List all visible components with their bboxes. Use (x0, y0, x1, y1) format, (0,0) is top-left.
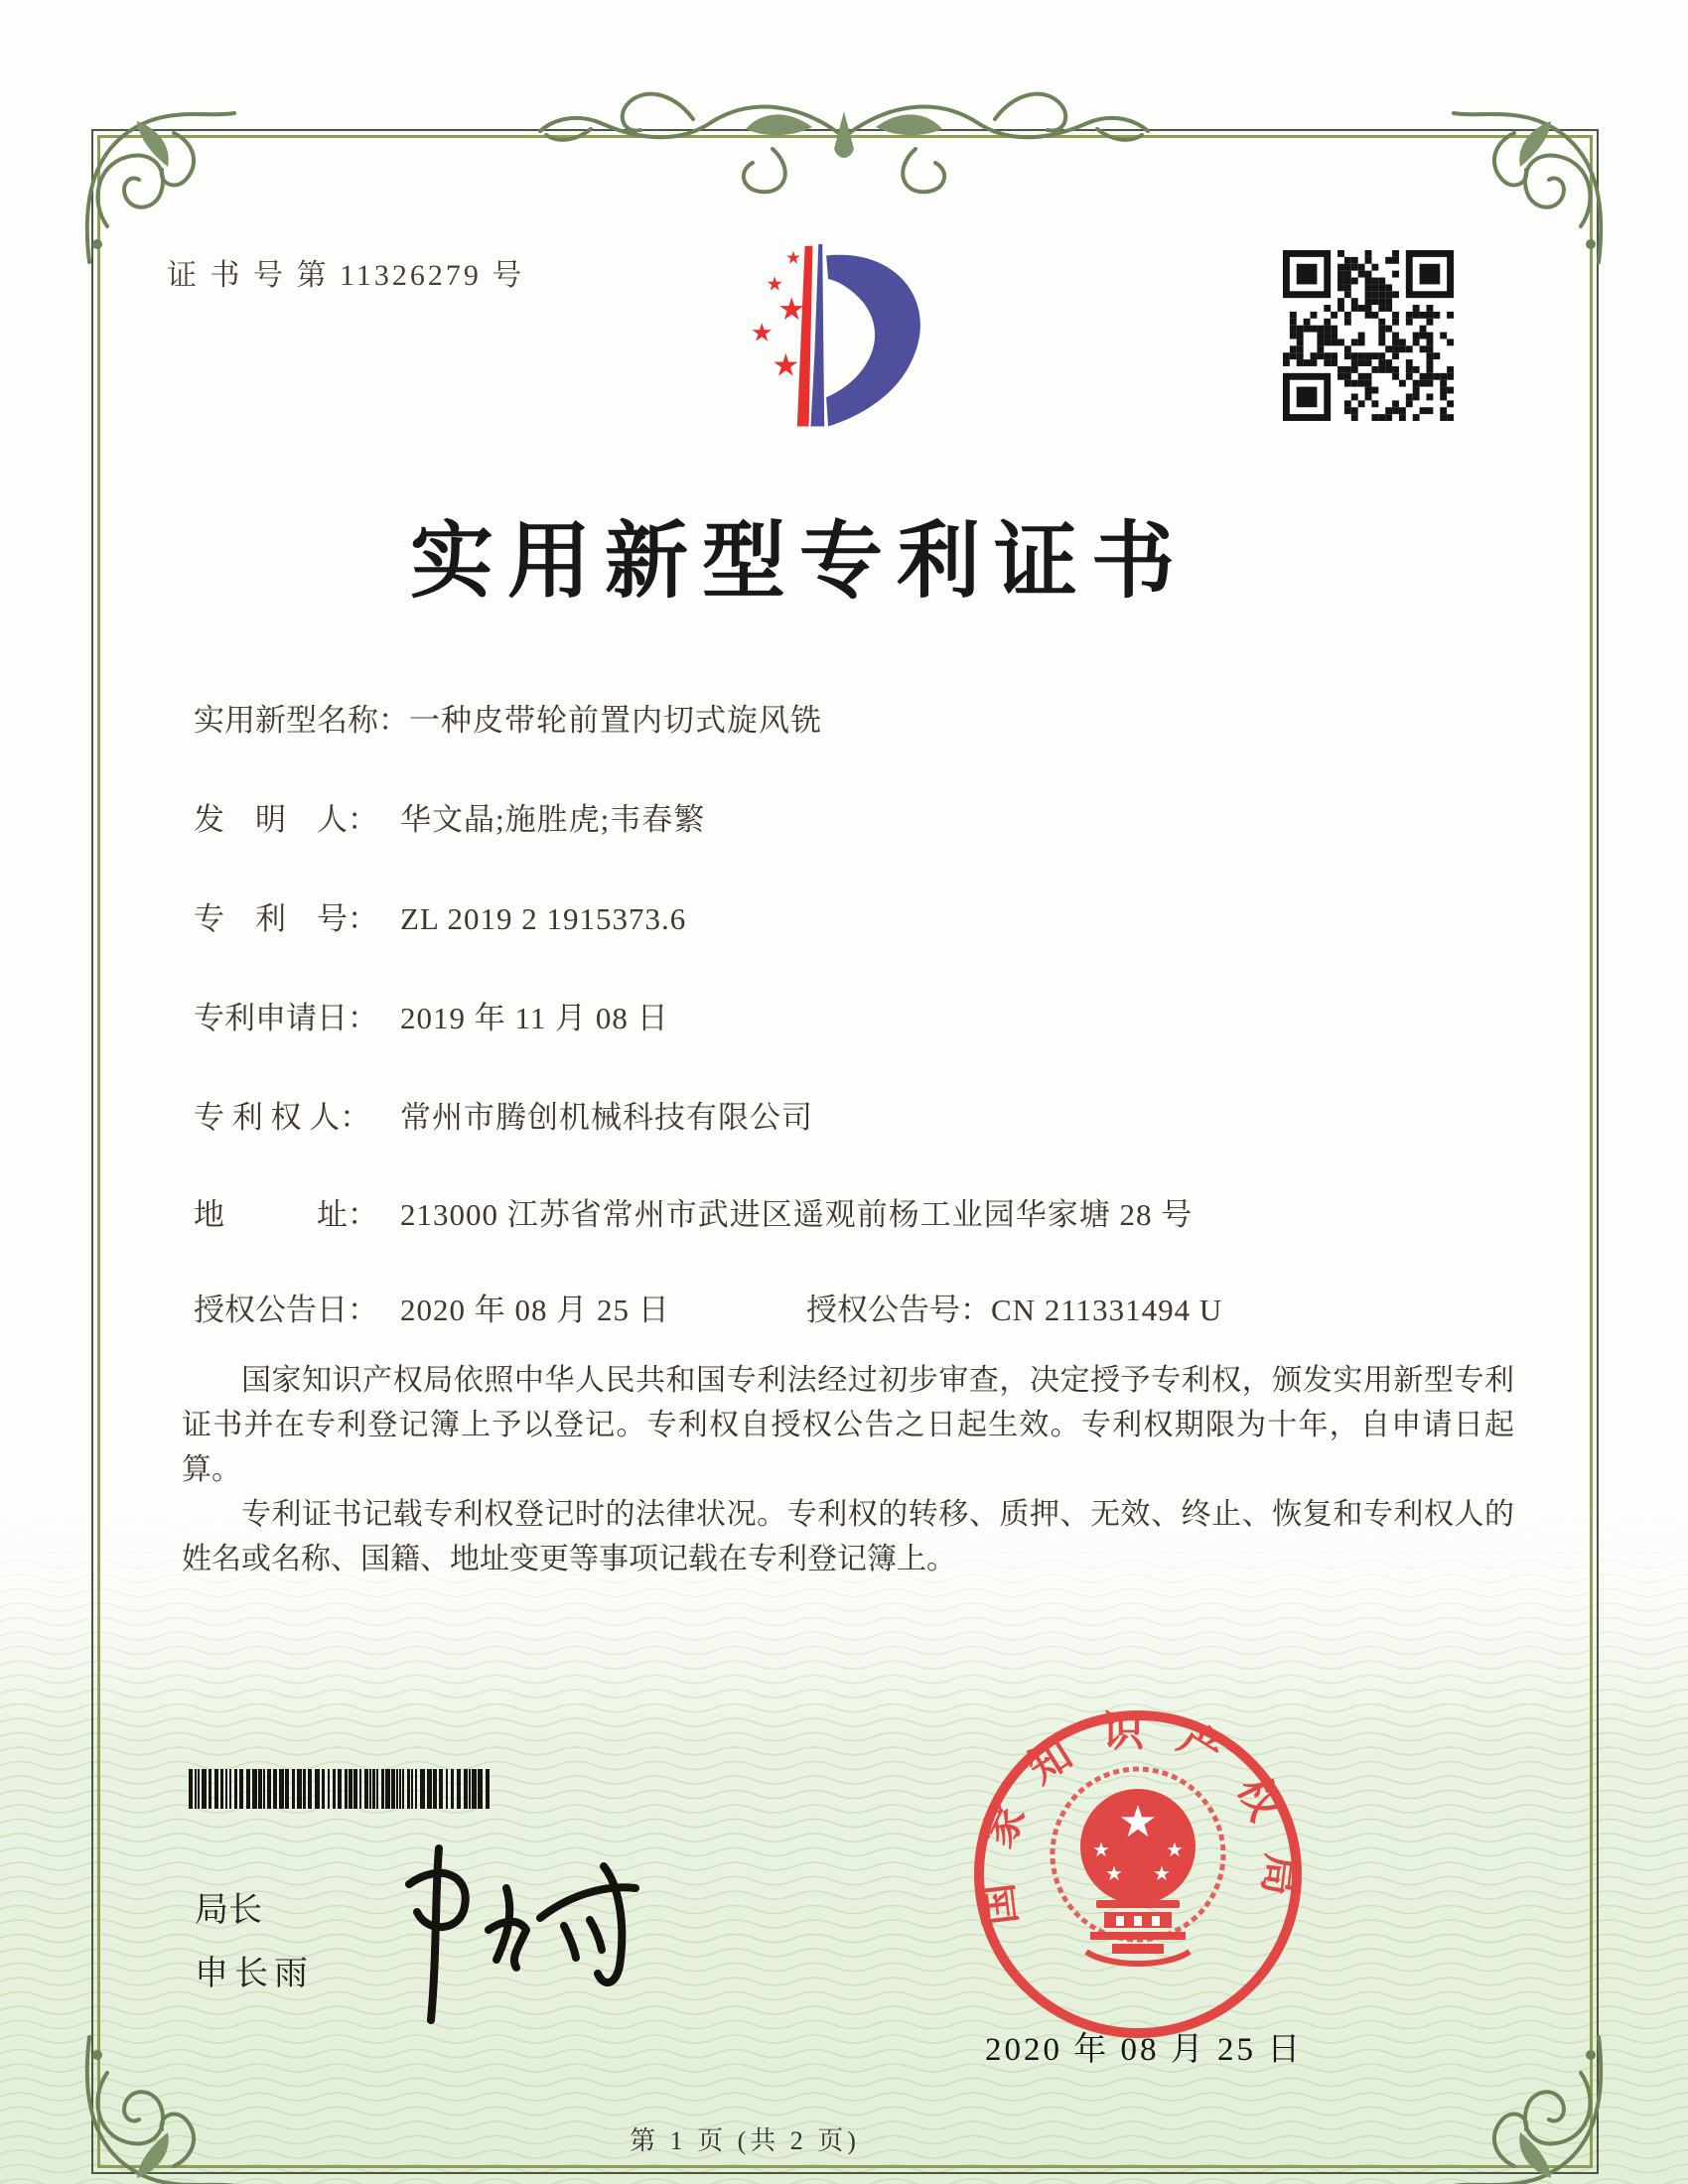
field-value: CN 211331494 U (991, 1293, 1223, 1327)
svg-text:★: ★ (1105, 1861, 1123, 1885)
commissioner-title: 局长 (195, 1892, 262, 1929)
field-value: 华文晶;施胜虎;韦春繁 (400, 802, 706, 837)
field-label: 发 明 人： (194, 802, 378, 837)
field-value: 2020 年 08 月 25 日 (400, 1293, 670, 1327)
qr-code (1283, 250, 1454, 421)
svg-text:★: ★ (772, 347, 800, 384)
field-value: 213000 江苏省常州市武进区遥观前杨工业园华家塘 28 号 (400, 1197, 1194, 1232)
field-utility-model-name (194, 695, 822, 740)
field-inventors (194, 794, 705, 839)
barcode (189, 1769, 496, 1809)
field-label: 地 址： (194, 1197, 378, 1232)
official-seal (969, 1706, 1307, 2043)
field-value: 一种皮带轮前置内切式旋风铣 (409, 703, 822, 738)
certificate-number: 证 书 号 第 11326279 号 (167, 259, 525, 292)
seal-date: 2020 年 08 月 25 日 (985, 2032, 1304, 2068)
svg-text:★: ★ (750, 317, 774, 347)
field-patentee (194, 1092, 813, 1137)
svg-text:★: ★ (785, 248, 801, 269)
commissioner-signature (369, 1827, 657, 2045)
commissioner-name: 申长雨 (195, 1956, 314, 1992)
field-value: 常州市腾创机械科技有限公司 (400, 1100, 813, 1135)
svg-text:★: ★ (1092, 1838, 1110, 1861)
field-patent-number (194, 893, 686, 938)
svg-text:★: ★ (766, 272, 784, 296)
svg-text:★: ★ (1166, 1838, 1184, 1861)
field-grant-announcement (194, 1285, 1223, 1329)
field-label: 专 利 号： (194, 901, 378, 936)
field-filing-date (194, 993, 669, 1037)
svg-text:★: ★ (1118, 1797, 1158, 1847)
svg-text:★: ★ (1153, 1861, 1171, 1885)
field-label: 授权公告日： (194, 1293, 378, 1327)
legal-paragraph-1: 国家知识产权局依照中华人民共和国专利法经过初步审查，决定授予专利权，颁发实用新型专利证书并在专利登记簿上予以登记。专利权自授权公告之日起生效。专利权期限为十年，自申请日起算。 (182, 1364, 1514, 1486)
field-grant-number (806, 1285, 1222, 1329)
page-number: 第 1 页 (共 2 页) (630, 2126, 860, 2155)
legal-text (182, 1358, 1514, 1581)
svg-text:★: ★ (777, 292, 806, 329)
field-label: 专利申请日： (194, 1001, 378, 1035)
field-address (194, 1189, 1193, 1234)
seal-text: 国家知识产权局 (971, 1709, 1305, 1928)
certificate-title: 实用新型专利证书 (409, 516, 1189, 609)
national-emblem-icon (1053, 1769, 1223, 1964)
field-label: 授权公告号： (806, 1293, 991, 1327)
field-label: 专 利 权 人： (194, 1100, 371, 1135)
field-label: 实用新型名称： (194, 703, 409, 738)
legal-paragraph-2: 专利证书记载专利权登记时的法律状况。专利权的转移、质押、无效、终止、恢复和专利权人的姓名或名称、国籍、地址变更等事项记载在专利登记簿上。 (182, 1498, 1514, 1575)
cnipa-logo-icon (747, 236, 960, 450)
field-value: ZL 2019 2 1915373.6 (400, 901, 687, 936)
field-value: 2019 年 11 月 08 日 (400, 1001, 669, 1035)
